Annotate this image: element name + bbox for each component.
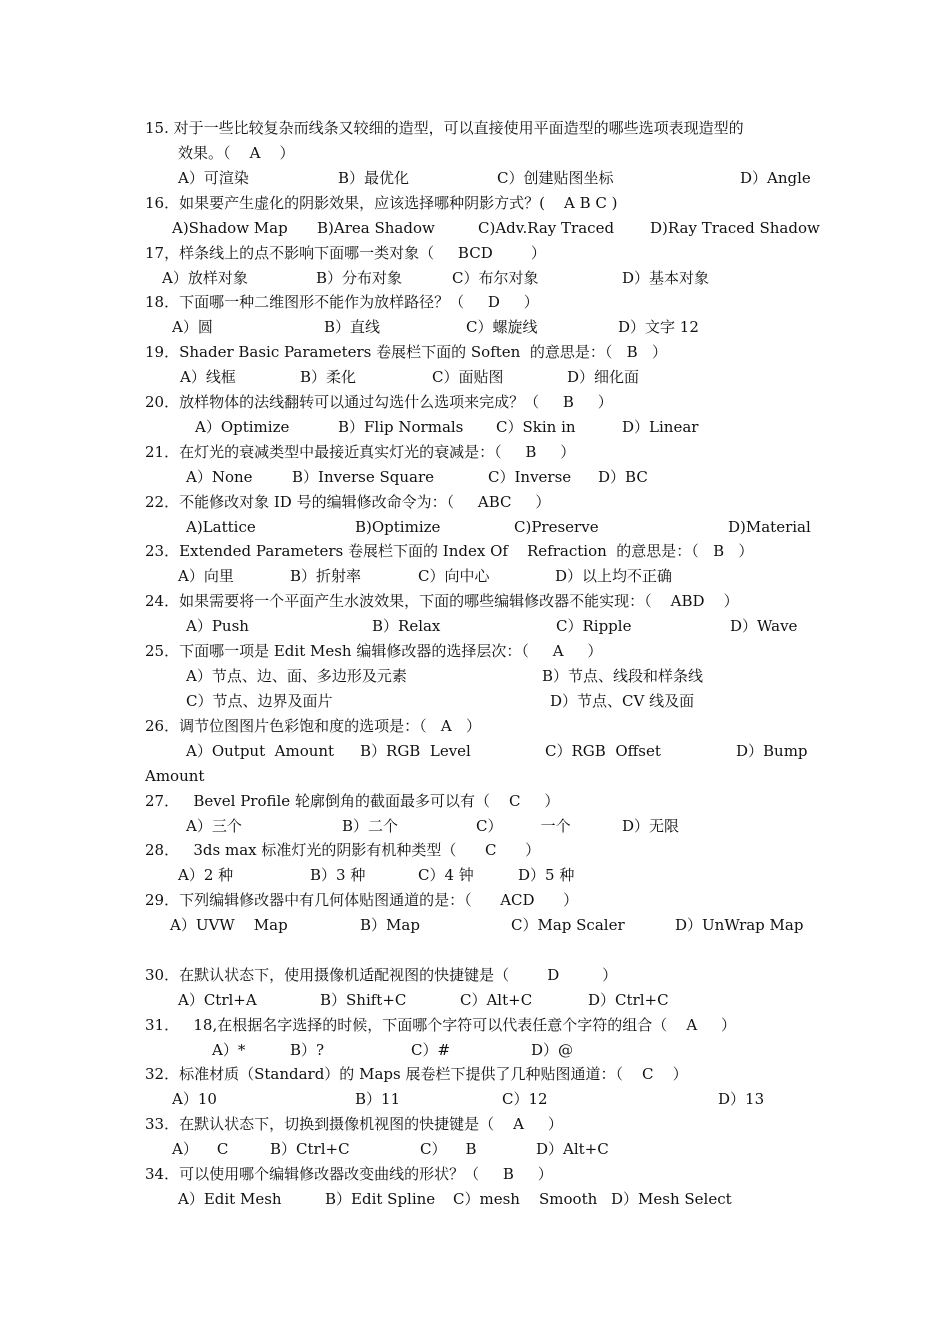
answer-option-a: A）三个	[186, 817, 242, 835]
answer-option-d: D)Ray Traced Shadow	[650, 219, 820, 237]
question-stem: 33．在默认状态下，切换到摄像机视图的快捷键是（ A ）	[145, 1115, 563, 1133]
question-stem: 31． 18,在根据名字选择的时候，下面哪个字符可以代表任意个字符的组合（ A ）	[145, 1016, 736, 1034]
answer-option-a: A）放样对象	[162, 269, 248, 287]
answer-option-b: B）Ctrl+C	[270, 1140, 350, 1158]
answer-option-b: B）3 种	[310, 866, 366, 884]
answer-option-c: C)Adv.Ray Traced	[478, 219, 615, 237]
question-stem: 15. 对于一些比较复杂而线条又较细的造型，可以直接使用平面造型的哪些选项表现造型的	[145, 119, 744, 137]
answer-option-d: D）Wave	[730, 617, 798, 635]
answer-option-a: A)Lattice	[186, 518, 256, 536]
answer-option-c: C）螺旋线	[466, 318, 538, 336]
question-stem: 24．如果需要将一个平面产生水波效果，下面的哪些编辑修改器不能实现：（ ABD ）	[145, 592, 739, 610]
answer-option-b: B）Map	[360, 916, 420, 934]
answer-option-b: B）直线	[324, 318, 381, 336]
answer-option-d: D）无限	[622, 817, 680, 835]
question-stem: 32．标准材质（Standard）的 Maps 展卷栏下提供了几种贴图通道：（ C ）	[145, 1065, 688, 1083]
answer-option-d: D）Ctrl+C	[588, 991, 669, 1009]
answer-option-c: C）Skin in	[496, 418, 576, 436]
answer-option-a: A）线框	[180, 368, 236, 386]
question-stem: 26．调节位图图片色彩饱和度的选项是：（ A ）	[145, 717, 482, 735]
answer-option-c: C）12	[502, 1090, 548, 1108]
answer-option-d: D）Linear	[622, 418, 699, 436]
question-stem: 30．在默认状态下，使用摄像机适配视图的快捷键是（ D ）	[145, 966, 618, 984]
answer-option-a: A） C	[172, 1140, 229, 1158]
answer-option-d: D）13	[718, 1090, 765, 1108]
answer-option-c: C）RGB Offset	[545, 742, 661, 760]
answer-option-b: B）RGB Level	[360, 742, 471, 760]
answer-option-b: B）最优化	[338, 169, 410, 187]
answer-option-c: C）节点、边界及面片	[186, 692, 333, 710]
answer-option-c: C）Alt+C	[460, 991, 533, 1009]
answer-option-c: C）向中心	[418, 567, 490, 585]
answer-option-b: B）Shift+C	[320, 991, 407, 1009]
answer-option-c: C）面贴图	[432, 368, 504, 386]
question-stem: 19．Shader Basic Parameters 卷展栏下面的 Soften 的意思是：（ B ）	[145, 343, 667, 361]
answer-option-d: D）5 种	[518, 866, 575, 884]
answer-option-d: D）基本对象	[622, 269, 710, 287]
answer-option-b: B）柔化	[300, 368, 357, 386]
answer-option-d: D）UnWrap Map	[675, 916, 804, 934]
answer-option-c: C）Map Scaler	[511, 916, 625, 934]
answer-option-b: B）折射率	[290, 567, 362, 585]
answer-option-c: C)Preserve	[514, 518, 599, 536]
answer-option-a: A）Output Amount	[186, 742, 335, 760]
answer-option-b: B）Flip Normals	[338, 418, 464, 436]
answer-option-d: D）Angle	[740, 169, 811, 187]
question-stem: 效果。（ A ）	[178, 144, 295, 162]
answer-option-c: C）4 钟	[418, 866, 474, 884]
answer-option-b: B）分布对象	[316, 269, 403, 287]
answer-option-b: B）Edit Spline	[325, 1190, 436, 1208]
answer-option-a: A）*	[212, 1041, 246, 1059]
question-stem: 22．不能修改对象 ID 号的编辑修改命令为：（ ABC ）	[145, 493, 551, 511]
answer-option-c: C）布尔对象	[452, 269, 539, 287]
answer-option-a: A）None	[186, 468, 253, 486]
answer-option-a: A）Push	[186, 617, 249, 635]
answer-option-b: B）节点、线段和样条线	[542, 667, 704, 685]
question-stem: 28． 3ds max 标准灯光的阴影有机种类型（ C ）	[145, 841, 541, 859]
answer-option-d: D）文字 12	[618, 318, 699, 336]
answer-option-a: A）可渲染	[178, 169, 249, 187]
question-stem: 23．Extended Parameters 卷展栏下面的 Index Of Refraction 的意思是：（ B ）	[145, 542, 754, 560]
answer-option-d: D）以上均不正确	[555, 567, 673, 585]
answer-option-c: C）#	[411, 1041, 451, 1059]
answer-option-c: C）Ripple	[556, 617, 632, 635]
answer-option-a: A)Shadow Map	[172, 219, 288, 237]
answer-option-a: A）Edit Mesh	[178, 1190, 282, 1208]
answer-option-d: D）Mesh Select	[611, 1190, 732, 1208]
answer-option-a: A）节点、边、面、多边形及元素	[186, 667, 407, 685]
question-stem: 20．放样物体的法线翻转可以通过勾选什么选项来完成？（ B ）	[145, 393, 613, 411]
answer-option-c: C）mesh Smooth	[453, 1190, 598, 1208]
answer-option-c: C） 一个	[476, 817, 571, 835]
answer-option-b: B)Optimize	[355, 518, 441, 536]
question-stem: 29．下列编辑修改器中有几何体贴图通道的是：（ ACD ）	[145, 891, 579, 909]
answer-option-a: A）2 种	[178, 866, 234, 884]
answer-option-c: C） B	[420, 1140, 477, 1158]
answer-option-a: A）Ctrl+A	[178, 991, 257, 1009]
question-stem: 27． Bevel Profile 轮廓倒角的截面最多可以有（ C ）	[145, 792, 560, 810]
answer-option-c: C）Inverse	[488, 468, 572, 486]
answer-option-b: B）Inverse Square	[292, 468, 435, 486]
answer-option-d: D）Alt+C	[536, 1140, 609, 1158]
question-stem: 17，样条线上的点不影响下面哪一类对象（ BCD ）	[145, 244, 546, 262]
answer-option-d: D）@	[531, 1041, 574, 1059]
answer-option-c: C）创建贴图坐标	[497, 169, 614, 187]
answer-option-a: A）圆	[172, 318, 213, 336]
answer-option-b: B）二个	[342, 817, 399, 835]
answer-option-a: A）10	[172, 1090, 217, 1108]
question-stem: 16．如果要产生虚化的阴影效果，应该选择哪种阴影方式？( A B C )	[145, 194, 618, 212]
answer-option-d: D）Bump	[736, 742, 808, 760]
question-stem: 21．在灯光的衰减类型中最接近真实灯光的衰减是：（ B ）	[145, 443, 576, 461]
answer-option-a: A）UVW Map	[170, 916, 288, 934]
answer-option-d: D）BC	[598, 468, 648, 486]
question-stem: 25．下面哪一项是 Edit Mesh 编辑修改器的选择层次：（ A ）	[145, 642, 603, 660]
answer-option-b: B）?	[290, 1041, 325, 1059]
question-stem: 18．下面哪一种二维图形不能作为放样路径？（ D ）	[145, 293, 539, 311]
answer-option-a: A）Optimize	[195, 418, 290, 436]
option-continuation: Amount	[145, 767, 205, 785]
answer-option-a: A）向里	[178, 567, 234, 585]
answer-option-d: D)Material	[728, 518, 811, 536]
answer-option-d: D）节点、CV 线及面	[550, 692, 695, 710]
answer-option-b: B）Relax	[372, 617, 441, 635]
answer-option-b: B）11	[355, 1090, 401, 1108]
answer-option-d: D）细化面	[567, 368, 640, 386]
answer-option-b: B)Area Shadow	[317, 219, 435, 237]
question-stem: 34．可以使用哪个编辑修改器改变曲线的形状？（ B ）	[145, 1165, 553, 1183]
